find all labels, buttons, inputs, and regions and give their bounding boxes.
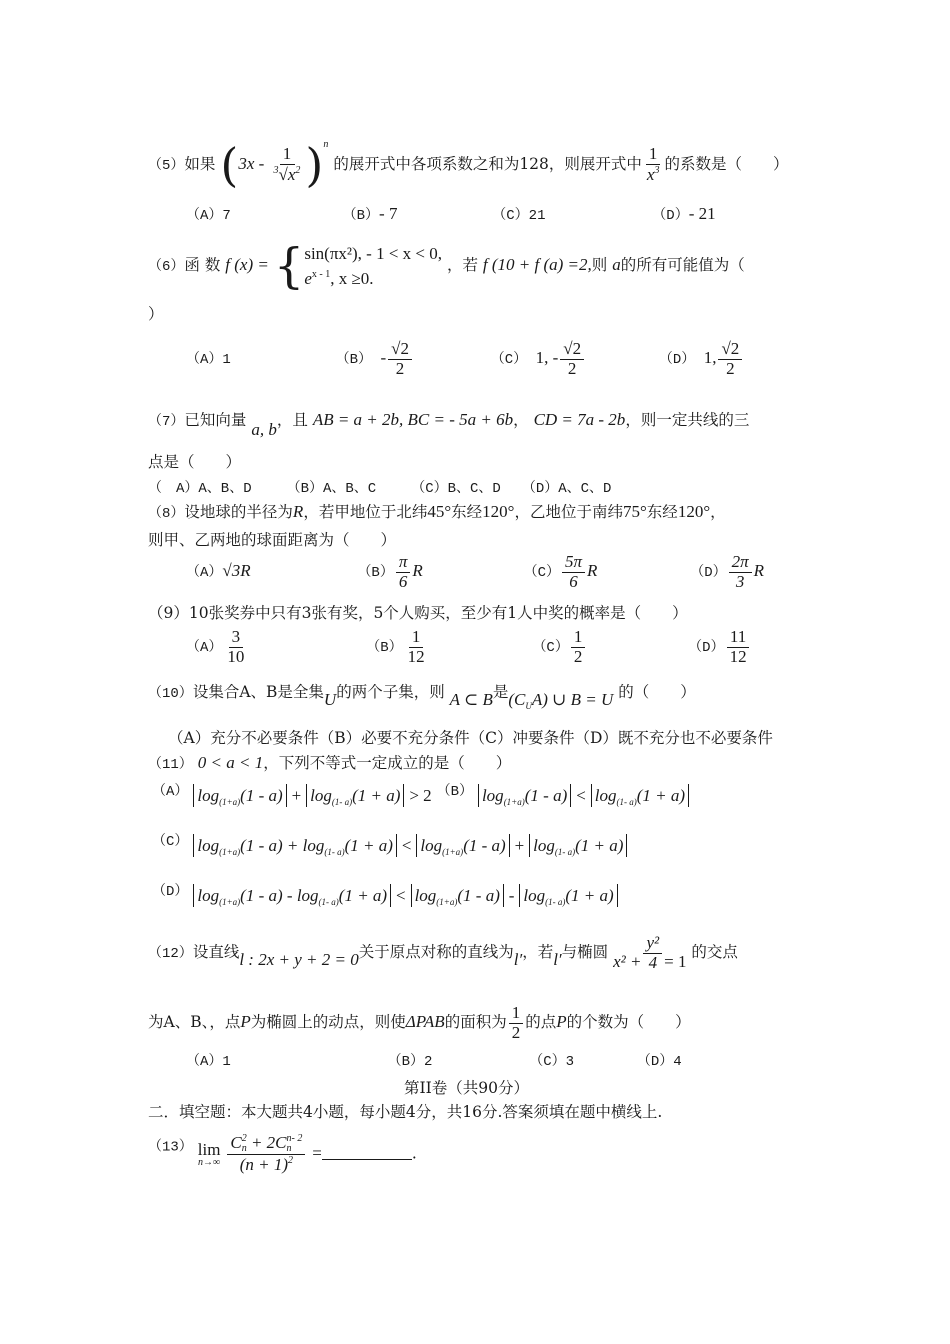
q8-line2: 则甲、乙两地的球面距离为（ ） xyxy=(148,531,397,549)
option-b: （B） xyxy=(342,208,380,224)
question-10: （10）设集合A、B是全集U的两个子集，则 A ⊂ B是$(C_UA)$ ∪ B = U 的（ ） xyxy=(148,683,696,711)
option-a: （A） xyxy=(186,639,223,656)
option-b: （B） xyxy=(335,351,373,368)
option-d: （D） xyxy=(688,639,725,656)
fraction: $\frac{5\pi}{6}$ xyxy=(562,553,585,591)
fraction: $\frac{11}{12}$ xyxy=(727,628,750,666)
fraction: $\frac{2\pi}{3}$ xyxy=(729,553,752,591)
fraction: $\frac{1}{2}$ xyxy=(571,628,586,666)
option-a: （A）1 xyxy=(186,1054,231,1070)
question-6: （6）函 数 f (x) = { sin(πx²), - 1 < x < 0, $e^{x - 1}$, x ≥0. ，若 f (10 + f (a) =2,则 a的所有可能值为（ xyxy=(148,238,745,294)
option-d: （D） xyxy=(652,208,689,224)
question-number: （10） xyxy=(148,686,193,702)
piecewise-cases: sin(πx²), - 1 < x < 0, $e^{x - 1}$, x ≥0. xyxy=(304,243,443,288)
q11-option-d: （D） $\log_{(1+a)}(1 - a) - \log_{(1- a)}(1 + a) < \log_{(1+a)}(1 - a) - \log_{(1- a)}(1 + a)$ xyxy=(152,880,618,907)
question-number: （11） xyxy=(148,757,193,773)
section-heading: 第II卷（共90分） xyxy=(404,1079,529,1097)
q5-options: （A）7 （B）- 7 （C）21 （D）- 21 xyxy=(186,204,716,224)
q11-option-a: （A） $\log_{(1+a)}(1 - a) + \log_{(1- a)}(1 + a) > 2$ （B） $\log_{(1+a)}(1 - a) < \log_{(1- a)}(1 + a)$ xyxy=(152,780,689,807)
q7-options: （ A）A、B、D （B）A、B、C （C）B、C、D （D）A、C、D xyxy=(148,481,612,497)
question-number: （13） xyxy=(148,1139,193,1156)
q11-option-c: （C） $\log_{(1+a)}(1 - a) + \log_{(1- a)}(1 + a) < \log_{(1+a)}(1 - a) + \log_{(1- a)}(1 + a)$ xyxy=(152,830,627,857)
fraction: $\frac{1}{x^3}$ xyxy=(646,144,660,184)
option-b: （B）2 xyxy=(387,1054,433,1070)
q8-options: （A）√3R （B） $\frac{\pi}{6}$ R （C） $\frac{5\pi}{6}$ R （D） $\frac{2\pi}{3}$ R xyxy=(186,552,765,591)
question-5: （5）如果 (3x - $\frac{1}{^3√x^2}$ )$^n$ 的展开式中各项系数之和为128，则展开式中 $\frac{1}{x^3}$ 的系数是（ ） xyxy=(148,138,789,192)
fraction: $\frac{1}{2}$ xyxy=(509,1004,524,1042)
answer-blank[interactable] xyxy=(322,1145,412,1160)
fraction: $\frac{3}{10}$ xyxy=(227,627,245,666)
fraction: $\frac{\text{y²}}{4}$ xyxy=(643,934,662,972)
q10-options: （A）充分不必要条件（B）必要不充分条件（C）冲要条件（D）既不充分也不必要条件 xyxy=(168,729,773,747)
option-d: （D）4 xyxy=(636,1054,682,1070)
question-7: （7）已知向量 a, b，且 AB = a + 2b, BC = - 5a + 6b， CD = 7a - 2b，则一定共线的三 xyxy=(148,410,750,439)
option-c: （C）3 xyxy=(529,1054,575,1070)
section-intro: 二．填空题：本大题共4小题，每小题4分，共16分.答案须填在题中横线上. xyxy=(148,1103,663,1121)
option-b: （B） xyxy=(366,639,403,656)
q6-close-paren: ） xyxy=(148,305,164,323)
q7-line2: 点是（ ） xyxy=(148,453,242,471)
option-a: （A） xyxy=(186,564,223,581)
option-c: （C） xyxy=(523,564,560,581)
question-13: （13） lim n→∞ C 2 n + 2C n- 2 n $(n + 1)^2$ = . xyxy=(148,1133,417,1175)
fraction: C 2 n + 2C n- 2 n $(n + 1)^2$ xyxy=(227,1134,305,1175)
fraction: $\frac{1}{^3√x^2}$ xyxy=(273,144,301,184)
option-a: （A）7 xyxy=(186,208,231,224)
option-c: （C） xyxy=(532,639,569,656)
question-number: （8） xyxy=(148,506,185,522)
question-number: （12） xyxy=(148,946,193,963)
fraction: $\frac{√2}{2}$ xyxy=(388,340,412,378)
question-12: （12）设直线l : 2x + y + 2 = 0关于原点对称的直线为l′，若l′与椭圆 x² + $\frac{\text{y²}}{4}$ = 1 的交点 xyxy=(148,933,738,972)
question-number: （6） xyxy=(148,259,185,275)
question-9: （9）10张奖券中只有3张有奖，5个人购买，至少有1人中奖的概率是（ ） xyxy=(148,604,688,622)
limit: lim n→∞ xyxy=(197,1139,221,1168)
q12-line2: 为A、B、，点P为椭圆上的动点，则使ΔPAB的面积为 $\frac{1}{2}$ 的点P的个数为（ ） xyxy=(148,1003,691,1042)
fraction: $\frac{√2}{2}$ xyxy=(560,340,584,378)
option-d: （D） xyxy=(690,564,727,581)
option-d: （D） xyxy=(658,351,696,368)
fraction: $\frac{√2}{2}$ xyxy=(718,340,742,378)
option-c: （C） xyxy=(490,351,528,368)
fraction: $\frac{1}{12}$ xyxy=(407,627,425,666)
option-c: （C）21 xyxy=(492,208,546,224)
question-11: （11） 0 < a < 1，下列不等式一定成立的是（ ） xyxy=(148,753,512,773)
option-a: （A）1 xyxy=(186,351,231,368)
question-8: （8）设地球的半径为R，若甲地位于北纬45°东经120°，乙地位于南纬75°东经120°， xyxy=(148,502,726,522)
fraction: $\frac{\pi}{6}$ xyxy=(396,553,411,591)
q12-options xyxy=(186,1050,682,1070)
option-b: （B） xyxy=(357,564,394,581)
q6-options: （A）1 （B） - $\frac{√2}{2}$ （C） 1, - $\frac{√2}{2}$ （D） 1, $\frac{√2}{2}$ xyxy=(186,340,744,378)
question-number: （5） xyxy=(148,158,185,174)
question-number: （7） xyxy=(148,414,185,430)
q9-options xyxy=(186,628,752,666)
